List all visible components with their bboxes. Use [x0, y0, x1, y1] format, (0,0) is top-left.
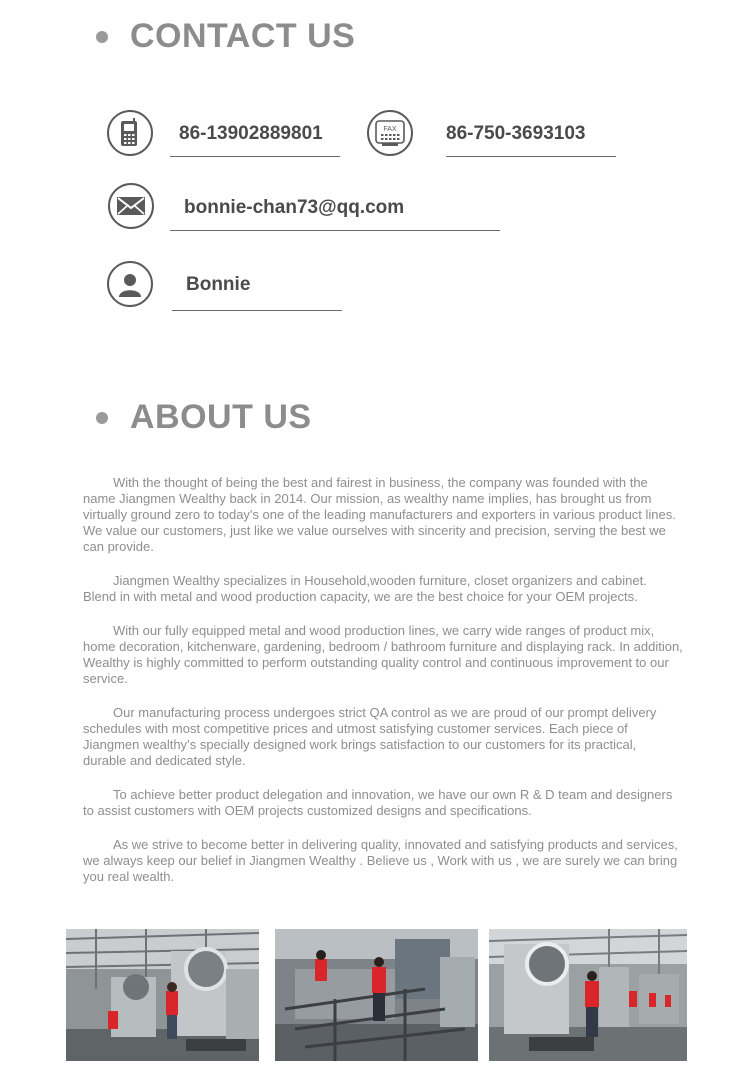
person-icon [107, 261, 153, 307]
phone-number[interactable]: 86-13902889801 [179, 123, 323, 144]
envelope-icon [108, 183, 154, 229]
about-title: ABOUT US [130, 398, 312, 436]
about-paragraph: As we strive to become better in delivering quality, innovated and satisfying products and services, we always keep our belief in Jiangmen Wealthy . Believe us , Work with us , we are surely we can bring you real wealth. [83, 837, 678, 884]
about-text [83, 475, 683, 903]
contact-section-heading [96, 17, 355, 56]
about-paragraph: Jiangmen Wealthy specializes in Household,wooden furniture, closet organizers and cabinet. Blend in with metal and wood production capacity, we are the best choice for your OEM projects. [83, 573, 647, 604]
fax-icon [367, 110, 413, 156]
name-underline [172, 310, 342, 311]
phone-underline [170, 156, 340, 157]
email-address[interactable]: bonnie-chan73@qq.com [184, 197, 405, 218]
factory-photo [489, 929, 687, 1061]
about-paragraph: With the thought of being the best and fairest in business, the company was founded with the name Jiangmen Wealthy back in 2014. Our mission, as wealthy name implies, has brought us from virtually ground zero to today's one of the leading manufacturers and exporters in various product lines. We value our customers, just like we value ourselves with sincerity and precision, serving the best we can provide. [83, 475, 676, 554]
fax-underline [446, 156, 616, 157]
email-underline [170, 230, 500, 231]
about-paragraph: To achieve better product delegation and innovation, we have our own R & D team and designers to assist customers with OEM projects customized designs and specifications. [83, 787, 673, 818]
factory-photo [275, 929, 478, 1061]
mobile-phone-icon [107, 110, 153, 156]
factory-photo [66, 929, 259, 1061]
about-paragraph: With our fully equipped metal and wood production lines, we carry wide ranges of product mix, home decoration, kitchenware, gardening, bedroom / bathroom furniture and displaying rack. In addition, Wealthy is highly committed to perform outstanding quality control and continuous improvement to our service. [83, 623, 683, 686]
contact-name: Bonnie [186, 274, 251, 295]
fax-icon-label: FAX [383, 126, 397, 133]
bullet-dot [96, 31, 108, 43]
bullet-dot [96, 412, 108, 424]
contact-title: CONTACT US [130, 17, 356, 55]
about-section-heading [96, 398, 312, 437]
about-paragraph: Our manufacturing process undergoes strict QA control as we are proud of our prompt delivery schedules with most competitive prices and utmost satisfying customer services. Each piece of Jiangmen wealthy’s specially designed work brings satisfaction to our customers for its practical, durable and dedicated style. [83, 705, 657, 768]
fax-number[interactable]: 86-750-3693103 [446, 123, 586, 144]
